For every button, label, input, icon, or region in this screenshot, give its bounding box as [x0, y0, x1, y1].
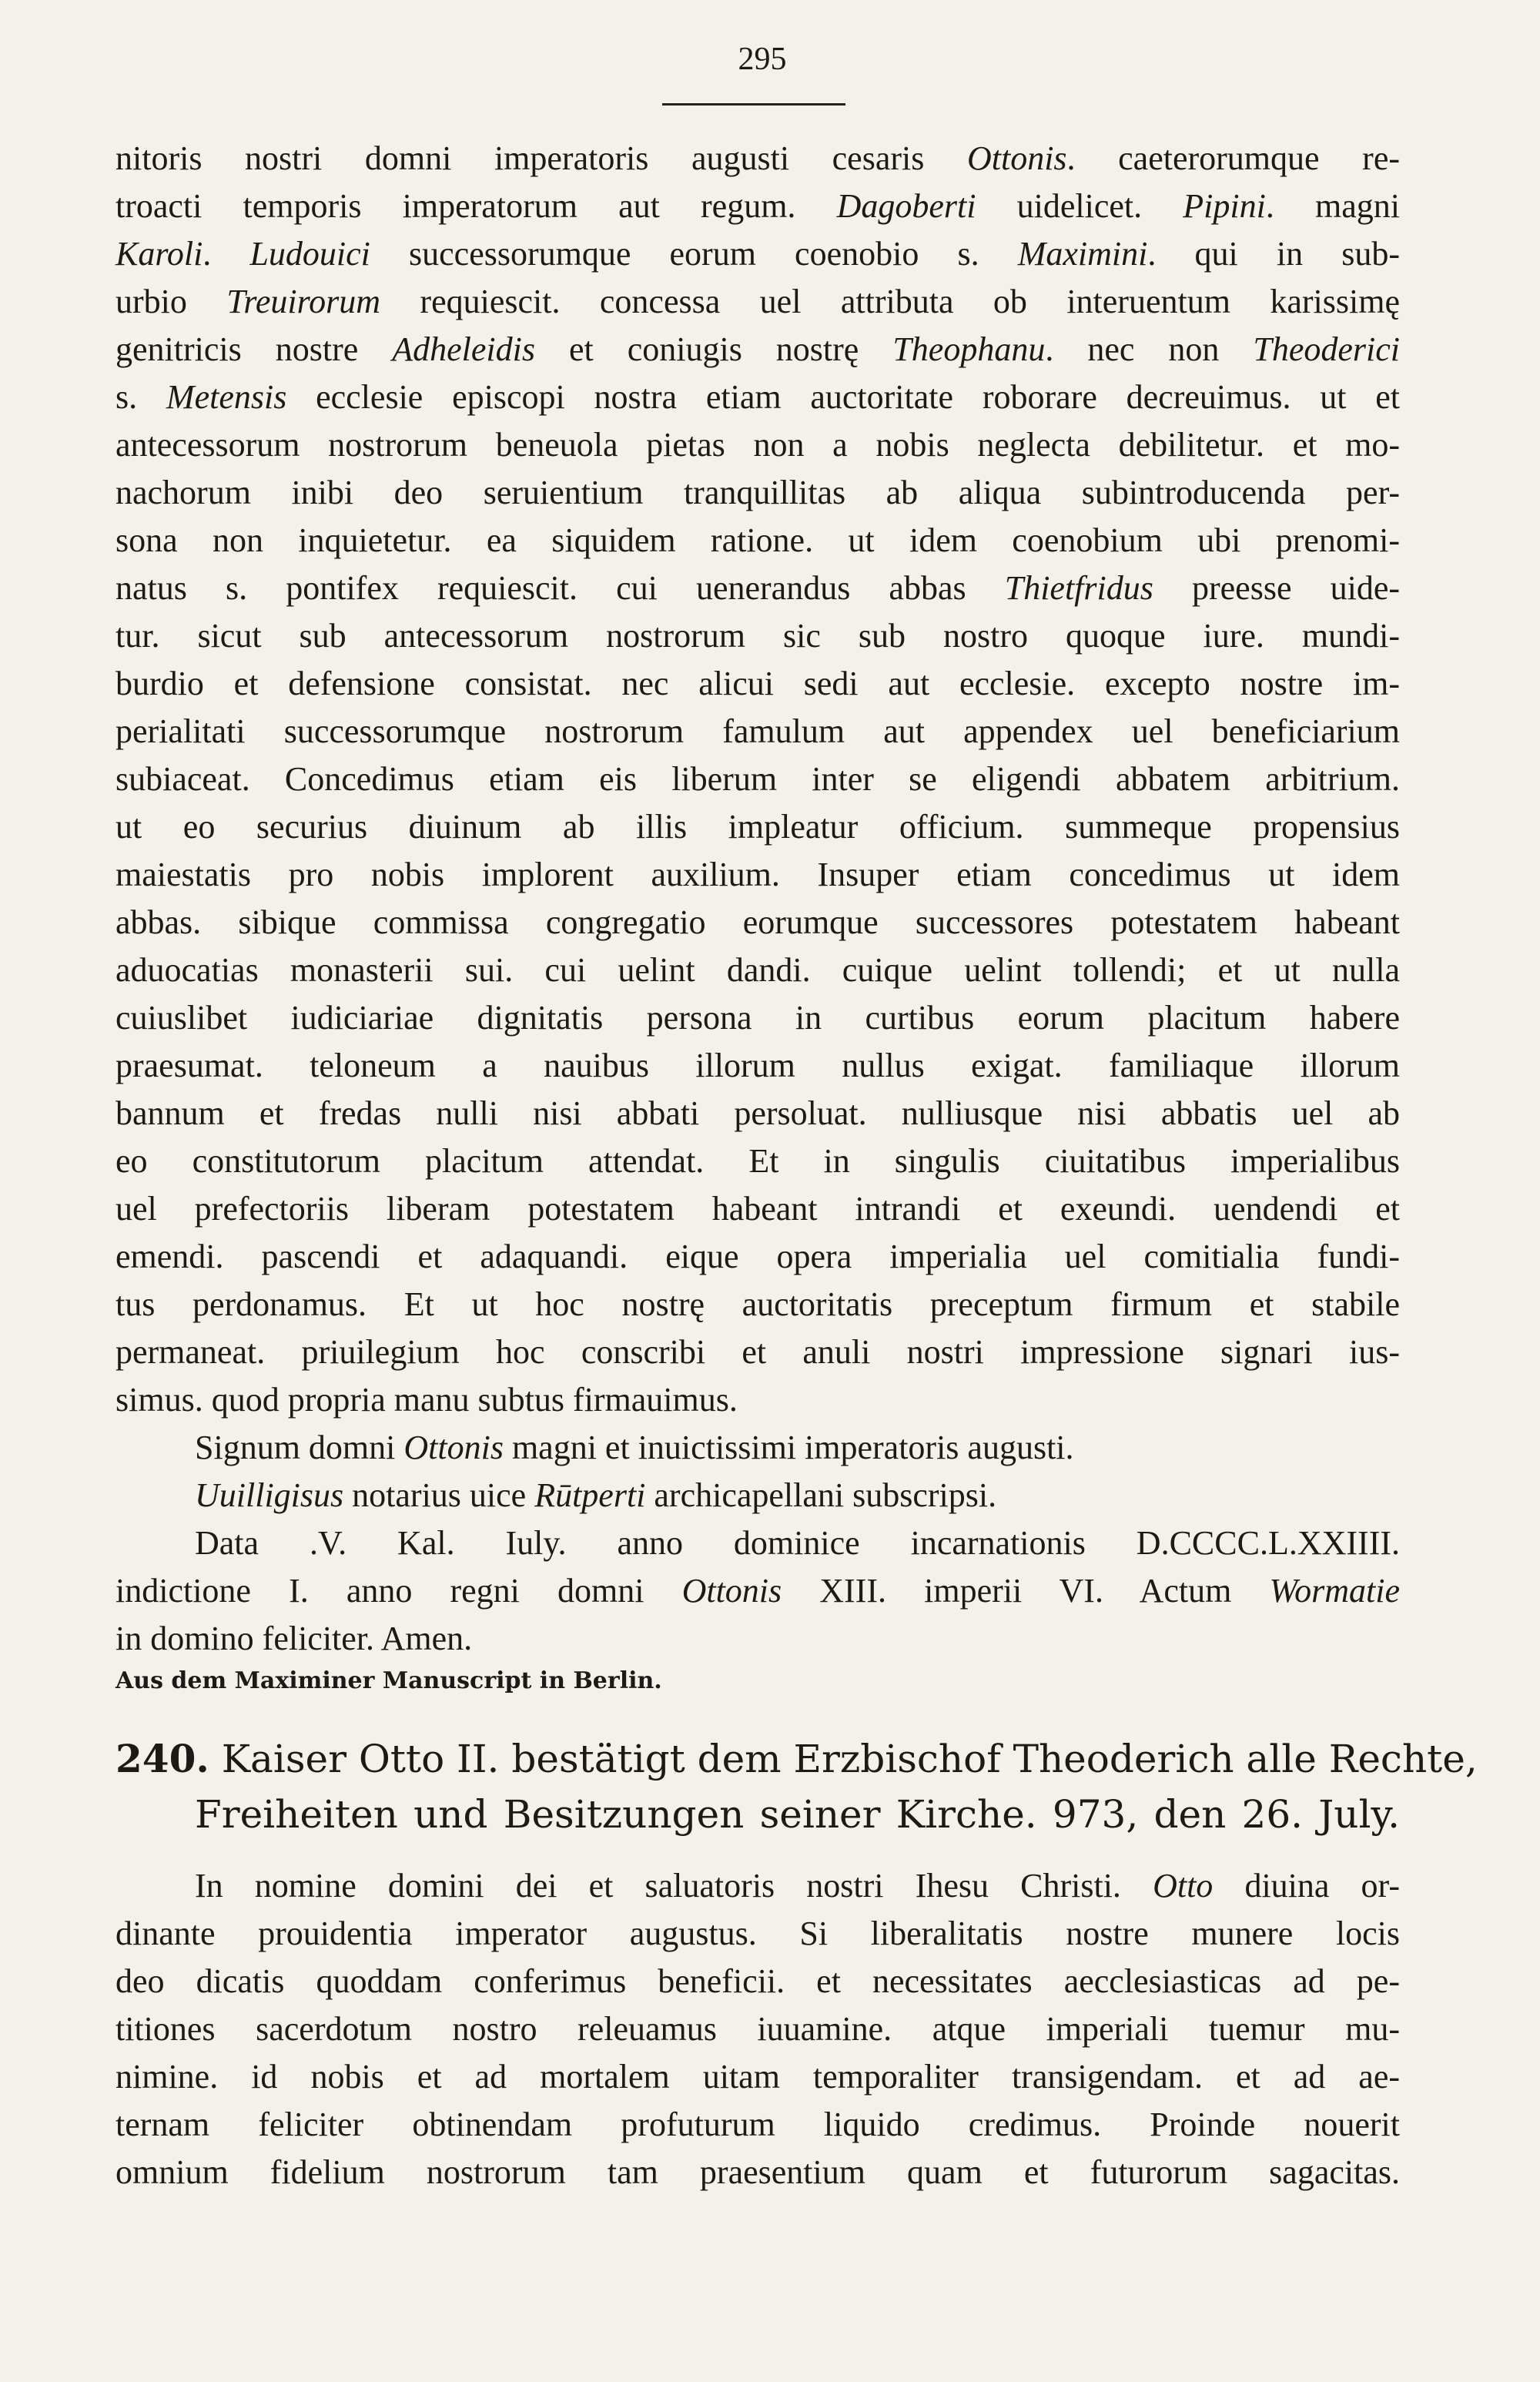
- text-line: troacti temporis imperatorum aut regum. Dagoberti uidelicet. Pipini. magni: [116, 187, 1400, 225]
- text-line: s. Metensis ecclesie episcopi nostra etiam auctoritate roborare decreuimus. ut et: [116, 378, 1401, 416]
- text-line: bannum et fredas nulli nisi abbati persoluat. nulliusque nisi abbatis uel ab: [116, 1094, 1400, 1132]
- text-line: genitricis nostre Adheleidis et coniugis nostrę Theophanu. nec non Theoderici: [116, 330, 1400, 368]
- text-line: Karoli. Ludouici successorumque eorum coenobio s. Maximini. qui in sub-: [116, 235, 1400, 273]
- dating-line: indictione I. anno regni domni Ottonis XIII. imperii VI. Actum Wormatie: [116, 1572, 1400, 1610]
- text-line: simus. quod propria manu subtus firmauimus.: [116, 1381, 738, 1419]
- charter-number: 240.: [116, 1736, 209, 1781]
- text-line: eo constitutorum placitum attendat. Et in singulis ciuitatibus imperialibus: [116, 1142, 1400, 1180]
- text-line: cuiuslibet iudiciariae dignitatis persona in curtibus eorum placitum habere: [116, 999, 1400, 1037]
- text-line: ternam feliciter obtinendam profuturum liquido credimus. Proinde nouerit: [116, 2106, 1400, 2143]
- text-line: permaneat. priuilegium hoc conscribi et anuli nostri impressione signari ius-: [116, 1333, 1400, 1371]
- text-line: perialitati successorumque nostrorum famulum aut appendex uel beneficiarium: [116, 712, 1400, 750]
- text-line: deo dicatis quoddam conferimus beneficii. et necessitates aecclesiasticas ad pe-: [116, 1962, 1400, 2000]
- text-line: titiones sacerdotum nostro releuamus iuuamine. atque imperiali tuemur mu-: [116, 2010, 1400, 2048]
- charter-heading-line: Freiheiten und Besitzungen seiner Kirche. 973, den 26. July.: [195, 1792, 1400, 1837]
- page-number-rule: [662, 103, 845, 106]
- text-line: tus perdonamus. Et ut hoc nostrę auctoritatis preceptum firmum et stabile: [116, 1285, 1400, 1323]
- text-line: praesumat. teloneum a nauibus illorum nullus exigat. familiaque illorum: [116, 1047, 1400, 1084]
- signum-line: Signum domni Ottonis magni et inuictissimi imperatoris augusti.: [195, 1429, 1074, 1466]
- text-line: abbas. sibique commissa congregatio eorumque successores potestatem habeant: [116, 903, 1400, 941]
- text-line: tur. sicut sub antecessorum nostrorum sic sub nostro quoque iure. mundi-: [116, 617, 1400, 655]
- text-line: subiaceat. Concedimus etiam eis liberum inter se eligendi abbatem arbitrium.: [116, 760, 1400, 798]
- text-line: sona non inquietetur. ea siquidem ratione. ut idem coenobium ubi prenomi-: [116, 521, 1400, 559]
- text-line: nachorum inibi deo seruientium tranquillitas ab aliqua subintroducenda per-: [116, 474, 1400, 511]
- page-number: 295: [738, 42, 787, 77]
- text-line: In nomine domini dei et saluatoris nostri Ihesu Christi. Otto diuina or-: [195, 1867, 1400, 1905]
- charter-heading-line: 240. Kaiser Otto II. bestätigt dem Erzbischof Theoderich alle Rechte,: [116, 1736, 1478, 1781]
- text-line: antecessorum nostrorum beneuola pietas non a nobis neglecta debilitetur. et mo-: [116, 426, 1400, 464]
- text-line: dinante prouidentia imperator augustus. Si liberalitatis nostre munere locis: [116, 1915, 1400, 1952]
- dating-line: in domino feliciter. Amen.: [116, 1620, 473, 1657]
- text-line: natus s. pontifex requiescit. cui uenerandus abbas Thietfridus preesse uide-: [116, 569, 1400, 607]
- notary-line: Uuilligisus notarius uice Rūtperti archicapellani subscripsi.: [195, 1476, 997, 1514]
- text-line: maiestatis pro nobis implorent auxilium. Insuper etiam concedimus ut idem: [116, 856, 1400, 893]
- dating-line: Data .V. Kal. Iuly. anno dominice incarnationis D.CCCC.L.XXIIII.: [195, 1524, 1400, 1562]
- text-line: nimine. id nobis et ad mortalem uitam temporaliter transigendam. et ad ae-: [116, 2058, 1400, 2096]
- text-line: omnium fidelium nostrorum tam praesentium quam et futurorum sagacitas.: [116, 2153, 1400, 2191]
- text-line: urbio Treuirorum requiescit. concessa uel attributa ob interuentum karissimę: [116, 283, 1400, 320]
- text-line: uel prefectoriis liberam potestatem habeant intrandi et exeundi. uendendi et: [116, 1190, 1400, 1228]
- source-note: Aus dem Maximiner Manuscript in Berlin.: [116, 1667, 662, 1694]
- text-line: burdio et defensione consistat. nec alicui sedi aut ecclesie. excepto nostre im-: [116, 665, 1400, 702]
- text-line: ut eo securius diuinum ab illis impleatur officium. summeque propensius: [116, 808, 1400, 846]
- text-line: emendi. pascendi et adaquandi. eique opera imperialia uel comitialia fundi-: [116, 1238, 1400, 1275]
- text-line: nitoris nostri domni imperatoris augusti cesaris Ottonis. caeterorumque re-: [116, 139, 1400, 177]
- text-line: aduocatias monasterii sui. cui uelint dandi. cuique uelint tollendi; et ut nulla: [116, 951, 1400, 989]
